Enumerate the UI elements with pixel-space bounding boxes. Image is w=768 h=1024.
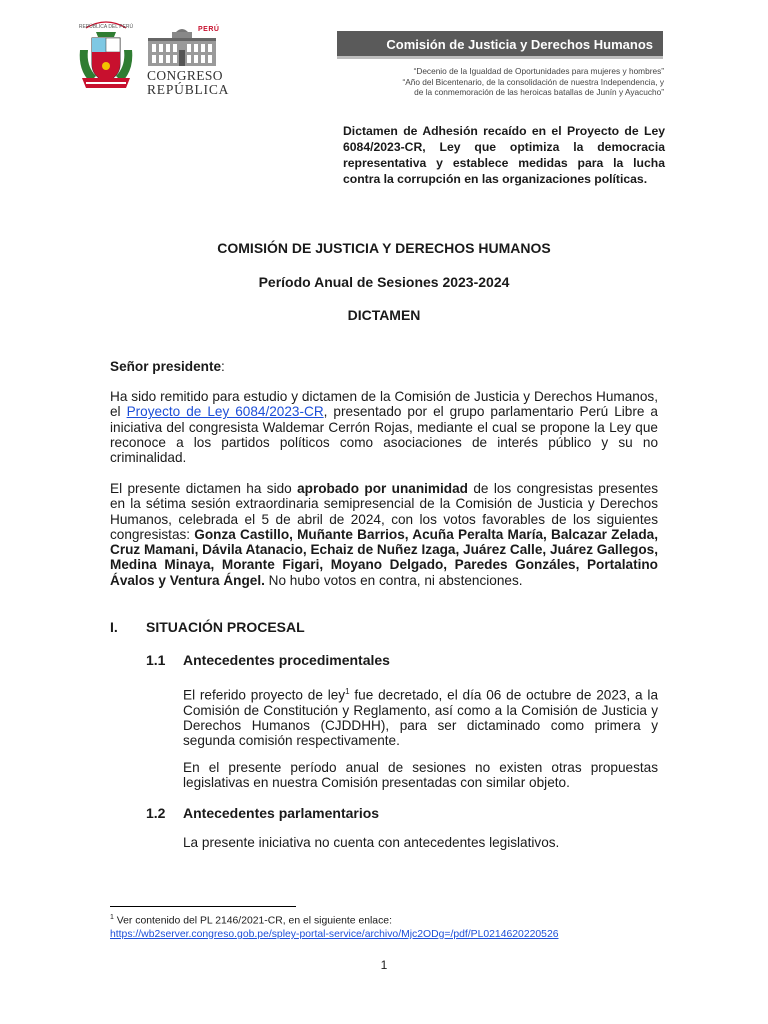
motto-line: de la conmemoración de las heroicas batallas de Junín y Ayacucho”: [414, 87, 664, 97]
approval-unanimity: aprobado por unanimidad: [297, 481, 468, 496]
motto-line: “Decenio de la Igualdad de Oportunidades para mujeres y hombres”: [413, 66, 664, 76]
footnote-ref[interactable]: 1: [345, 687, 350, 696]
voting-congressmen: Gonza Castillo, Muñante Barrios, Acuña Peralta María, Balcazar Zelada, Cruz Mamani, Dávila Atanacio, Echaiz de Nuñez Izaga, Juárez Calle, Juárez Gallegos, Medina Minaya, Morante Figari, Moyano Delgado, Paredes Gonzáles, Portalatino Ávalos y Ventura Ángel.: [110, 526, 658, 588]
logo-republica-text: REPÚBLICA: [147, 82, 230, 97]
svg-text:REPÚBLICA DEL PERÚ: REPÚBLICA DEL PERÚ: [78, 24, 134, 30]
dictamen-summary: Dictamen de Adhesión recaído en el Proyecto de Ley 6084/2023-CR, Ley que optimiza la democracia representativa y establece medidas para la lucha contra la corrupción en las organizaciones políticas.: [343, 124, 665, 186]
parliamentary-paragraph: La presente iniciativa no cuenta con antecedentes legislativos.: [183, 835, 560, 850]
proposals-paragraph: En el presente período anual de sesiones no existen otras propuestas legislativas en nuestra Comisión presentadas con similar objeto.: [183, 760, 658, 791]
salutation-text: Señor presidente: [110, 359, 222, 374]
procedural-text: fue decretado, el día 06 de octubre de 2023, a la Comisión de Constitución y Reglamento, así como a la Comisión de Justicia y Derechos Humanos (CJDDHH), para ser dictaminado como primera y segunda comisión respectivamente.: [183, 687, 659, 749]
procedural-paragraph: [183, 684, 658, 749]
intro-text: , presentado por el grupo parlamentario Perú Libre a iniciativa del congresista Waldemar Cerrón Rojas, mediante el cual se propone la Ley que reconoce a los partidos políticos como asociaciones de interés público y su no criminalidad.: [110, 404, 658, 466]
commission-banner: Comisión de Justicia y Derechos Humanos: [337, 31, 663, 59]
footnote-divider: [110, 906, 296, 907]
section-title: SITUACIÓN PROCESAL: [146, 619, 305, 635]
page-number: 1: [380, 958, 388, 972]
subsection-title: Antecedentes procedimentales: [183, 652, 390, 668]
approval-text: El presente dictamen ha sido: [110, 481, 298, 496]
section-number: I.: [110, 619, 118, 635]
subsection-number: 1.1: [146, 652, 166, 668]
approval-paragraph: [110, 481, 658, 588]
congreso-logo: [146, 26, 230, 98]
intro-paragraph: [110, 389, 658, 465]
logo-congreso-text: CONGRESO: [147, 68, 223, 83]
logo-peru-text: PERÚ: [198, 26, 220, 33]
salutation: [110, 359, 658, 374]
bill-link[interactable]: Proyecto de Ley 6084/2023-CR: [126, 404, 324, 420]
footnote-url-link[interactable]: https://wb2server.congreso.gob.pe/spley-portal-service/archivo/Mjc2ODg=/pdf/PL0214620220526: [110, 928, 559, 940]
subsection-number: 1.2: [146, 805, 166, 821]
subsection-title: Antecedentes parlamentarios: [183, 805, 380, 821]
commission-title: COMISIÓN DE JUSTICIA Y DERECHOS HUMANOS: [217, 240, 551, 256]
intro-text: Ha sido remitido para estudio y dictamen de la Comisión de Justicia y Derechos Humanos, el: [110, 389, 658, 420]
procedural-text: El referido proyecto de ley: [183, 687, 346, 703]
peru-coat-of-arms-icon: [74, 20, 138, 94]
motto-line: “Año del Bicentenario, de la consolidación de nuestra Independencia, y: [402, 76, 664, 87]
salutation-colon: :: [221, 359, 225, 374]
dictamen-title: DICTAMEN: [347, 307, 421, 323]
approval-text: de los congresistas presentes en la sétima sesión extraordinaria semipresencial de la Comisión de Justicia y Derechos Humanos, celebrada el 5 de abril de 2024, con los votos favorables de los siguientes congresistas:: [110, 481, 658, 542]
period-title: Período Anual de Sesiones 2023-2024: [258, 274, 510, 290]
footnote-text: Ver contenido del PL 2146/2021-CR, en el siguiente enlace:: [113, 915, 392, 927]
approval-text: No hubo votos en contra, ni abstenciones.: [264, 572, 523, 588]
official-motto: [264, 66, 664, 98]
footnote-number: 1: [110, 914, 114, 921]
footnote: [110, 911, 658, 941]
